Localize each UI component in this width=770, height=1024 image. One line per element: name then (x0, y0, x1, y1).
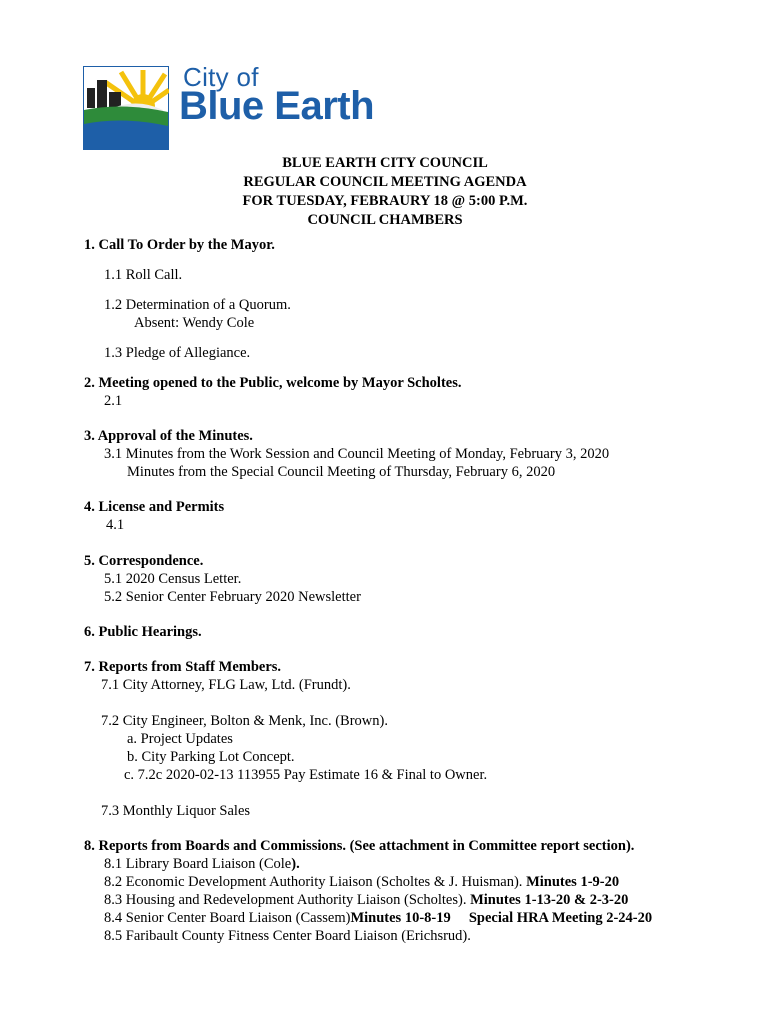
logo-city-of: City of (183, 62, 259, 92)
section-4-title: 4. License and Permits (84, 499, 225, 515)
agenda-item-7-3: 7.3 Monthly Liquor Sales (101, 803, 251, 819)
header-line: REGULAR COUNCIL MEETING AGENDA (243, 174, 527, 190)
agenda-item-8-1 (104, 855, 300, 873)
agenda-item-7-2: 7.2 City Engineer, Bolton & Menk, Inc. (Brown). (101, 713, 388, 729)
blue-earth-emblem-icon (83, 66, 169, 150)
agenda-item-1-2-note: Absent: Wendy Cole (134, 315, 255, 331)
agenda-item-8-1-bold: ). (291, 856, 300, 872)
section-2-title: 2. Meeting opened to the Public, welcome by Mayor Scholtes. (84, 375, 462, 391)
agenda-item-2-1: 2.1 (104, 393, 123, 409)
agenda-item-1-1: 1.1 Roll Call. (104, 267, 183, 283)
agenda-item-8-5: 8.5 Faribault County Fitness Center Board Liaison (Erichsrud). (104, 928, 471, 944)
agenda-item-7-2-c: c. 7.2c 2020-02-13 113955 Pay Estimate 16 & Final to Owner. (124, 767, 488, 783)
agenda-item-8-2-text: 8.2 Economic Development Authority Liaison (Scholtes & J. Huisman). (104, 874, 527, 890)
logo-blue-earth: Blue Earth (179, 84, 375, 128)
agenda-item-8-4-minutes: Minutes 10-8-19 Special HRA Meeting 2-24-20 (350, 910, 653, 926)
agenda-item-7-2-a: a. Project Updates (127, 731, 233, 747)
agenda-item-8-3 (104, 891, 628, 909)
section-1-title: 1. Call To Order by the Mayor. (84, 237, 275, 253)
agenda-item-5-2: 5.2 Senior Center February 2020 Newsletter (104, 589, 361, 605)
agenda-item-7-2-b: b. City Parking Lot Concept. (127, 749, 295, 765)
header-line: FOR TUESDAY, FEBRAURY 18 @ 5:00 P.M. (242, 193, 528, 209)
agenda-item-1-3: 1.3 Pledge of Allegiance. (104, 345, 251, 361)
agenda-header (0, 154, 770, 230)
section-7-title: 7. Reports from Staff Members. (84, 659, 282, 675)
agenda-item-3-1: 3.1 Minutes from the Work Session and Council Meeting of Monday, February 3, 2020 (104, 446, 610, 462)
agenda-item-8-1-text: 8.1 Library Board Liaison (Cole (104, 856, 292, 872)
section-6-title: 6. Public Hearings. (84, 624, 202, 640)
agenda-item-1-2: 1.2 Determination of a Quorum. (104, 297, 291, 313)
agenda-item-8-3-minutes: Minutes 1-13-20 & 2-3-20 (470, 892, 629, 908)
agenda-item-8-4 (104, 909, 652, 927)
agenda-item-7-1: 7.1 City Attorney, FLG Law, Ltd. (Frundt). (101, 677, 351, 693)
agenda-item-4-1: 4.1 (106, 517, 125, 533)
city-logo (83, 62, 413, 150)
section-3-title: 3. Approval of the Minutes. (84, 428, 253, 444)
agenda-item-8-2 (104, 873, 619, 891)
header-line: BLUE EARTH CITY COUNCIL (282, 155, 488, 171)
section-8-title: 8. Reports from Boards and Commissions. (See attachment in Committee report section). (84, 838, 635, 854)
section-5-title: 5. Correspondence. (84, 553, 204, 569)
agenda-item-8-3-text: 8.3 Housing and Redevelopment Authority Liaison (Scholtes). (104, 892, 471, 908)
agenda-item-8-2-minutes: Minutes 1-9-20 (526, 874, 620, 890)
header-line: COUNCIL CHAMBERS (307, 212, 463, 228)
agenda-item-8-4-text: 8.4 Senior Center Board Liaison (Cassem) (104, 910, 351, 926)
agenda-item-5-1: 5.1 2020 Census Letter. (104, 571, 242, 587)
agenda-item-3-1-b: Minutes from the Special Council Meeting of Thursday, February 6, 2020 (127, 464, 556, 480)
